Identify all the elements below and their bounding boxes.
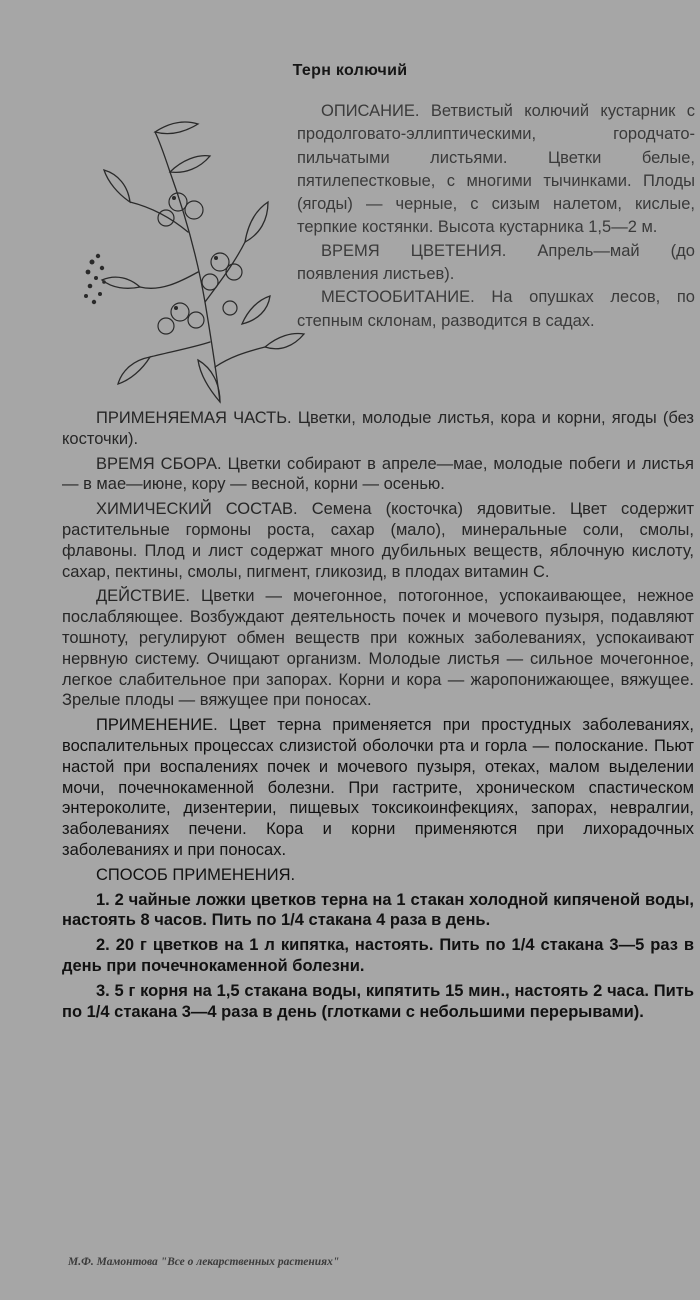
habitat-text: На опушках лесов, по степным склонам, разводится в садах. xyxy=(297,288,695,330)
part-used-heading: ПРИМЕНЯЕМАЯ ЧАСТЬ. xyxy=(96,409,292,427)
chemistry-heading: ХИМИЧЕСКИЙ СОСТАВ. xyxy=(96,500,298,519)
method-heading: СПОСОБ ПРИМЕНЕНИЯ. xyxy=(96,865,296,884)
description-paragraph xyxy=(297,100,695,240)
blackthorn-illustration xyxy=(70,112,310,412)
flowering-heading: ВРЕМЯ ЦВЕТЕНИЯ. xyxy=(321,241,507,260)
habitat-heading: МЕСТООБИТАНИЕ. xyxy=(321,288,475,307)
description-heading: ОПИСАНИЕ. xyxy=(321,102,420,120)
main-text xyxy=(62,408,694,1026)
application-heading: ПРИМЕНЕНИЕ. xyxy=(96,716,218,735)
description-block xyxy=(297,100,695,333)
page-title: Терн колючий xyxy=(292,62,408,79)
flowering-paragraph xyxy=(297,240,695,287)
method-item-1: 1. 2 чайные ложки цветков терна на 1 стакан холодной кипяченой воды, настоять 8 часов. Пить по 1/4 стакана 4 раза в день. xyxy=(62,890,694,930)
method-item-3: 3. 5 г корня на 1,5 стакана воды, кипятить 15 мин., настоять 2 часа. Пить по 1/4 стакана 3—4 раза в день (глотками с небольшими перерывами). xyxy=(62,981,694,1021)
harvest-time-heading: ВРЕМЯ СБОРА. xyxy=(96,454,222,473)
harvest-time-text: Цветки собирают в апреле—мае, молодые побеги и листья — в мае—июне, кору — весной, корни — осенью. xyxy=(62,454,694,494)
part-used-text: Цветки, молодые листья, кора и корни, ягоды (без косточки). xyxy=(62,409,694,448)
description-text: Ветвистый колючий кустарник с продолговато-эллиптическими, городчато-пильчатыми листьями. Цветки белые, пятилепестковые, с многими тычинками. Плоды (ягоды) — черные, с сизым налетом, кислые, терпкие костянки. Высота кустарника 1,5—2 м. xyxy=(297,102,695,237)
action-text: Цветки — мочегонное, потогонное, успокаивающее, нежное послабляющее. Возбуждают деятельность почек и мочевого пузыря, подавляют тошноту, регулируют обмен веществ при кожных заболеваниях, успокаивают нервную систему. Очищают организм. Молодые листья — сильное мочегонное, легкое слабительное при запорах. Корни и кора — жаропонижающее, вяжущее. Зрелые плоды — вяжущее при поносах. xyxy=(62,587,694,710)
chemistry-paragraph xyxy=(62,499,694,582)
application-text: Цвет терна применяется при простудных заболеваниях, воспалительных процессах слизистой оболочки рта и горла — полоскание. Пьют настой при воспалениях почек и мочевого пузыря, отеках, малом выделении мочи, почечнокаменной болезни. При гастрите, хроническом спастическом энтероколите, дизентерии, пищевых токсикоинфекциях, запорах, невралгии, заболеваниях печени. Кора и корни применяются при лихорадочных заболеваниях и при поносах. xyxy=(62,716,695,859)
source-citation: М.Ф. Мамонтова "Все о лекарственных растениях" xyxy=(68,1256,340,1268)
action-heading: ДЕЙСТВИЕ. xyxy=(96,587,190,606)
method-item-2: 2. 20 г цветков на 1 л кипятка, настоять. Пить по 1/4 стакана 3—5 раз в день при почечнокаменной болезни. xyxy=(62,936,694,975)
habitat-paragraph xyxy=(297,286,695,333)
flowering-text: Апрель—май (до появления листьев). xyxy=(297,241,695,284)
application-paragraph xyxy=(62,715,694,861)
chemistry-text: Семена (косточка) ядовитые. Цвет содержит растительные гормоны роста, сахар (мало), минеральные соли, смолы, флавоны. Плод и лист содержат много дубильных веществ, яблочную кислоту, сахар, пектины, смолы, пигмент, гликозид, в плодах витамин С. xyxy=(62,500,694,581)
action-paragraph xyxy=(62,586,694,711)
part-used-paragraph xyxy=(62,408,694,450)
harvest-time-paragraph xyxy=(62,454,694,496)
